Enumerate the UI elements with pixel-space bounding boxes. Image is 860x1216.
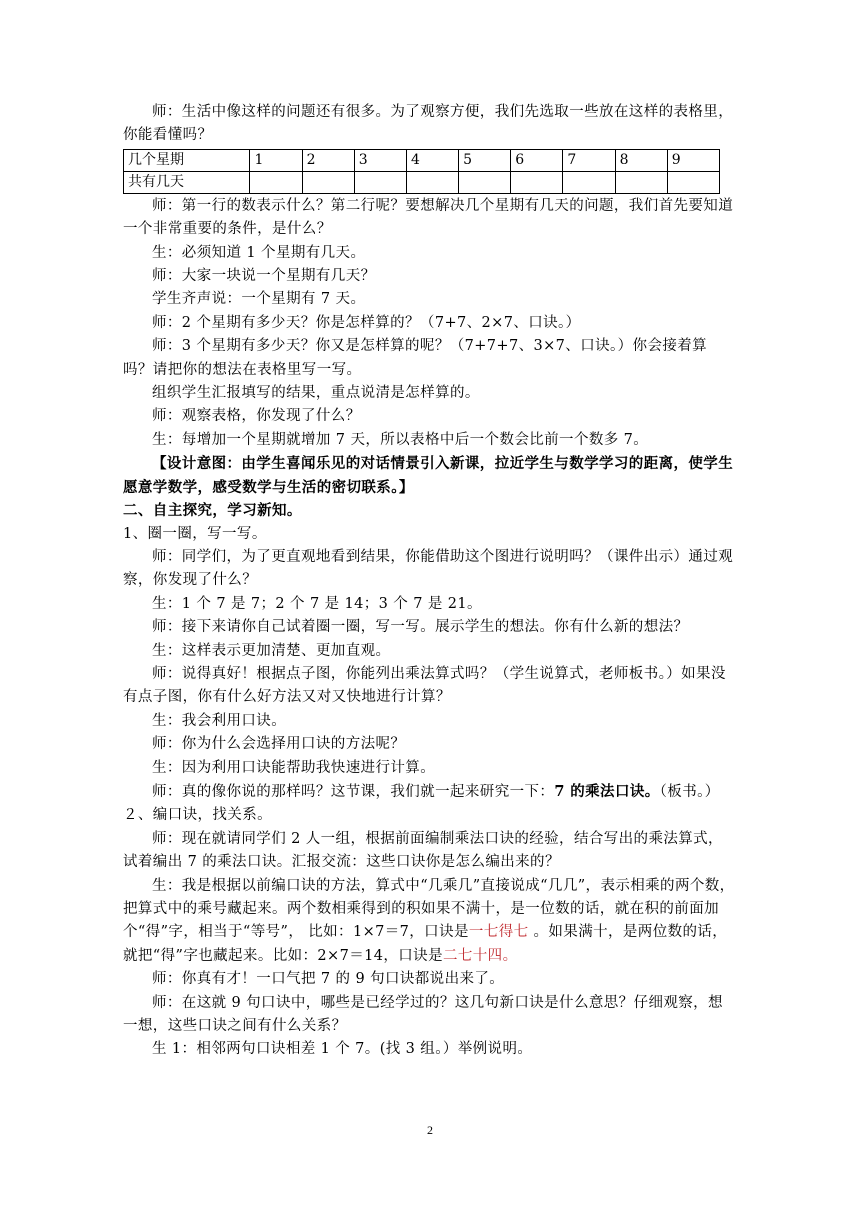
paragraph: 师：第一行的数表示什么？第二行呢？要想解决几个星期有几天的问题，我们首先要知道一个非常重要的条件，是什么？ xyxy=(123,197,734,238)
table-cell: 2 xyxy=(302,149,354,171)
table-cell xyxy=(406,171,458,193)
paragraph: 生：必须知道 1 个星期有几天。 xyxy=(152,244,366,261)
subsection-heading: 1、圈一圈，写一写。 xyxy=(123,525,267,542)
paragraph: 师：你真有才！一口气把 7 的 9 句口诀都说出来了。 xyxy=(152,971,505,988)
paragraph: 生：我会利用口诀。 xyxy=(152,712,287,729)
table-cell xyxy=(354,171,406,193)
page-number: 2 xyxy=(427,1123,433,1137)
subsection-heading: ２、编口诀，找关系。 xyxy=(123,807,272,824)
table-cell: 7 xyxy=(563,149,615,171)
paragraph: 师：现在就请同学们 2 人一组，根据前面编制乘法口诀的经验，结合写出的乘法算式，试着编出 7 的乘法口诀。汇报交流：这些口诀你是怎么编出来的？ xyxy=(123,830,723,871)
paragraph xyxy=(123,875,735,969)
document-page xyxy=(123,101,735,1062)
table-cell: 1 xyxy=(250,149,302,171)
paragraph: 师：在这就 9 句口诀中，哪些是已经学过的？这几句新口诀是什么意思？仔细观察，想一想，这些口诀之间有什么关系？ xyxy=(123,994,723,1035)
table-cell: 5 xyxy=(459,149,511,171)
paragraph: 师：2 个星期有多少天？你是怎样算的？（7+7、2×7、口诀。） xyxy=(152,314,581,331)
lesson-title: 7 的乘法口诀。 xyxy=(554,782,660,800)
table-cell: 4 xyxy=(406,149,458,171)
paragraph xyxy=(123,780,735,804)
paragraph-text: 师：真的像你说的那样吗？这节课，我们就一起来研究一下： xyxy=(152,783,555,800)
table-cell xyxy=(667,171,719,193)
paragraph: 生：因为利用口诀能帮助我快速进行计算。 xyxy=(152,759,436,776)
paragraph: 师：3 个星期有多少天？你又是怎样算的呢？（7+7+7、3×7、口诀。）你会接着算吗？请把你的想法在表格里写一写。 xyxy=(123,338,708,378)
paragraph: 师：你为什么会选择用口诀的方法呢？ xyxy=(152,736,406,753)
table-cell: 8 xyxy=(615,149,667,171)
table-cell xyxy=(615,171,667,193)
table-cell xyxy=(511,171,563,193)
table-cell: 9 xyxy=(667,149,719,171)
weeks-days-table xyxy=(123,149,720,194)
section-heading: 二、自主探究，学习新知。 xyxy=(123,502,302,520)
paragraph: 师：观察表格，你发现了什么？ xyxy=(152,408,361,425)
row-header-weeks: 几个星期 xyxy=(124,149,250,171)
paragraph-text: 。如果满十，是两位数的话，就把“得”字也藏起来。比如：2×7＝14，口诀是 xyxy=(123,924,728,964)
paragraph: 生：这样表示更加清楚、更加直观。 xyxy=(152,642,391,659)
mnemonic-highlight: 一七得七 xyxy=(468,924,529,941)
mnemonic-highlight: 二七十四。 xyxy=(442,947,518,964)
paragraph: 师：同学们，为了更直观地看到结果，你能借助这个图进行说明吗？（课件出示）通过观察，你发现了什么？ xyxy=(123,548,734,589)
paragraph: 生：每增加一个星期就增加 7 天，所以表格中后一个数会比前一个数多 7。 xyxy=(152,431,649,448)
paragraph: 师：说得真好！根据点子图，你能列出乘法算式吗？（学生说算式，老师板书。）如果没有点子图，你有什么好方法又对又快地进行计算？ xyxy=(123,665,726,706)
table-cell xyxy=(250,171,302,193)
table-row xyxy=(124,149,720,171)
paragraph: 师：接下来请你自己试着圈一圈，写一写。展示学生的想法。你有什么新的想法？ xyxy=(152,619,689,636)
paragraph: 学生齐声说：一个星期有 7 天。 xyxy=(152,291,366,308)
paragraph-text: 生：我是根据以前编口诀的方法，算式中“几乘几”直接说成“几几”，表示相乘的两个数，把算式中的乘号藏起来。两个数相乘得到的积如果不满十，是一位数的话，就在积的前面加个“得”字，相当于“等号”， 比如：1×7＝7，口诀是 xyxy=(123,877,735,941)
paragraph: 生 1：相邻两句口诀相差 1 个 7。(找 3 组。）举例说明。 xyxy=(152,1041,533,1058)
table-cell: 6 xyxy=(511,149,563,171)
paragraph: 生：1 个 7 是 7；2 个 7 是 14；3 个 7 是 21。 xyxy=(152,595,482,612)
paragraph: 师：生活中像这样的问题还有很多。为了观察方便，我们先选取一些放在这样的表格里，你能看懂吗？ xyxy=(123,104,734,144)
table-cell xyxy=(302,171,354,193)
table-cell xyxy=(563,171,615,193)
paragraph: 师：大家一块说一个星期有几天？ xyxy=(152,268,376,285)
table-row xyxy=(124,171,720,193)
paragraph: 组织学生汇报填写的结果，重点说清是怎样算的。 xyxy=(152,385,480,402)
paragraph-text: （板书。） xyxy=(659,783,720,800)
table-cell xyxy=(459,171,511,193)
design-intent-note: 【设计意图：由学生喜闻乐见的对话情景引入新课，拉近学生与数学学习的距离，使学生愿意学数学，感受数学与生活的密切联系。】 xyxy=(123,455,734,496)
row-header-days: 共有几天 xyxy=(124,171,250,193)
table-cell: 3 xyxy=(354,149,406,171)
